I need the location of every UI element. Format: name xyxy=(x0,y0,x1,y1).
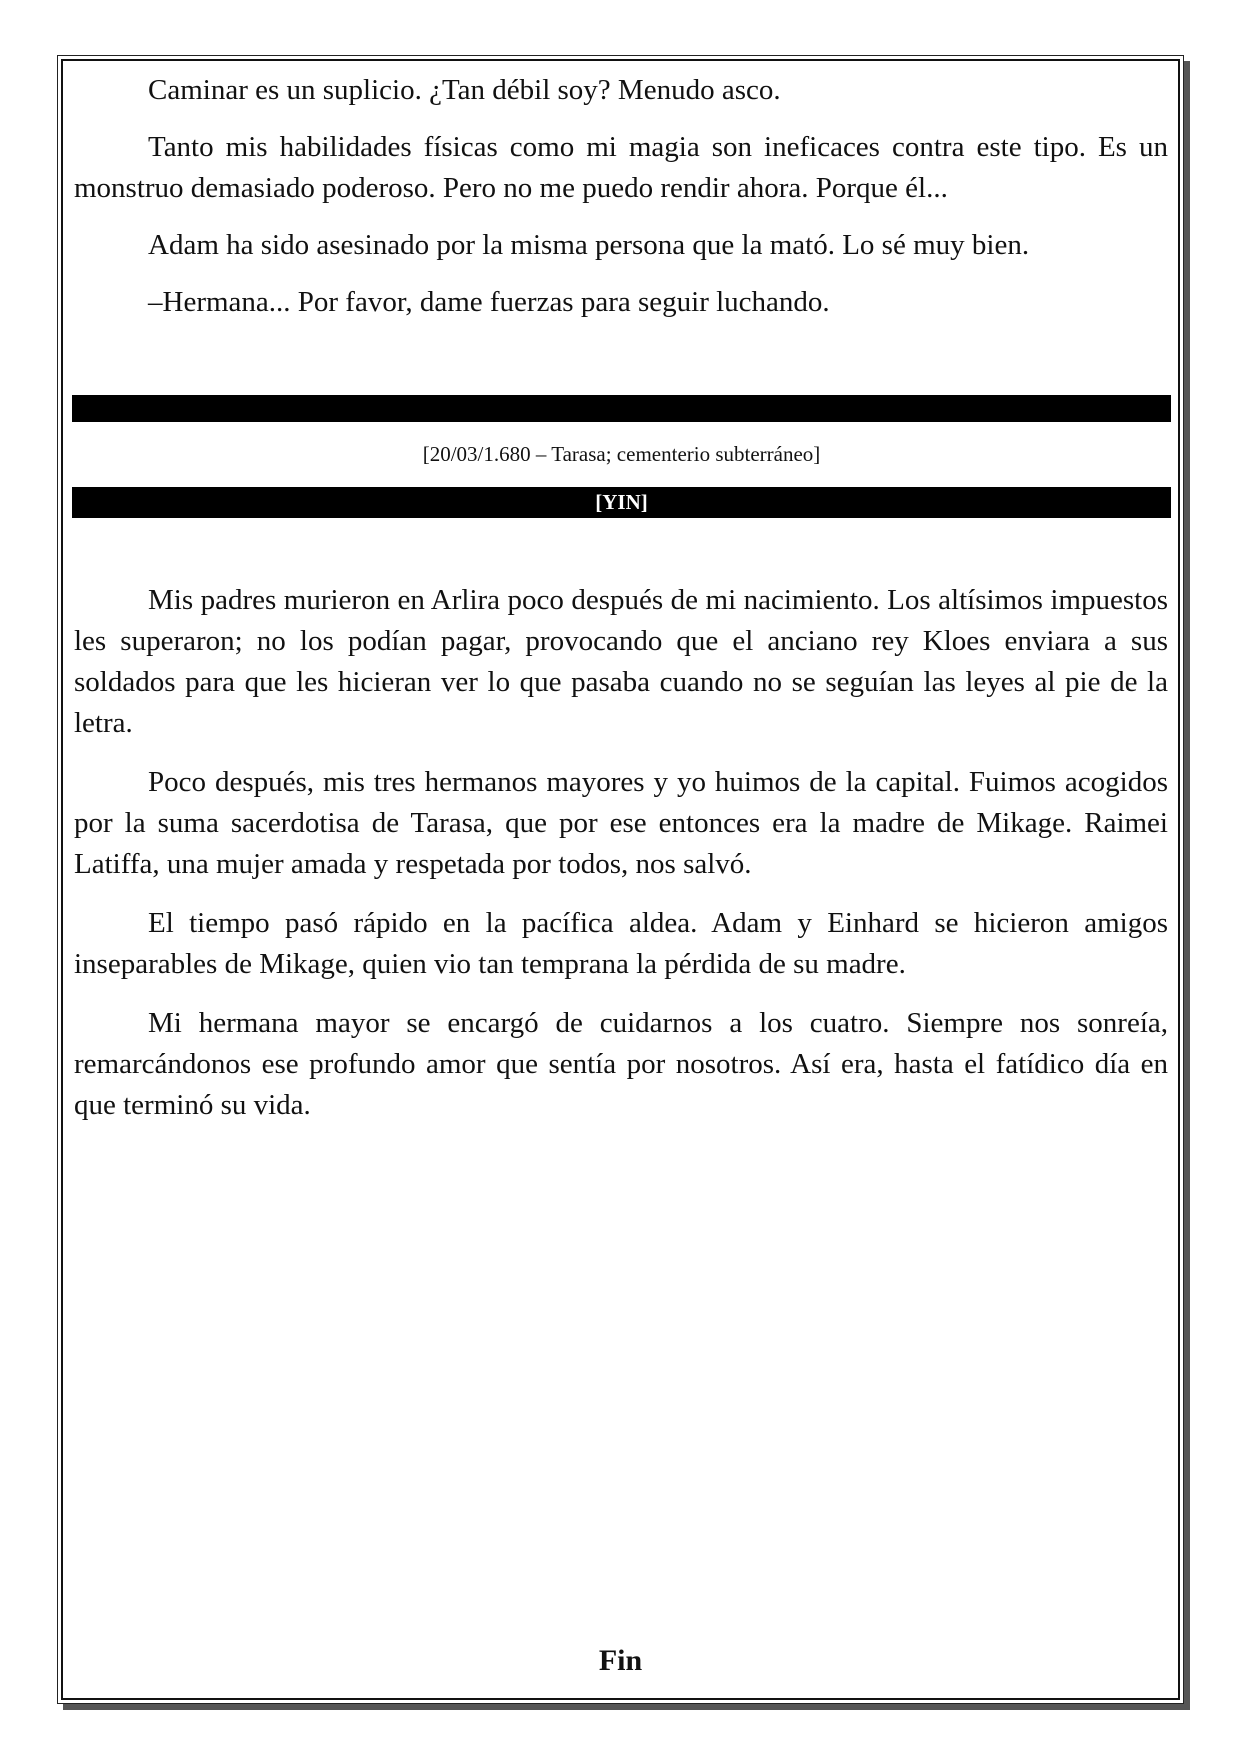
paragraph: Adam ha sido asesinado por la misma persona que la mató. Lo sé muy bien. xyxy=(148,229,1030,261)
section-divider-bar xyxy=(72,395,1171,422)
paragraph: El tiempo pasó rápido en la pacífica aldea. Adam y Einhard se hicieron amigos inseparables de Mikage, quien vio tan temprana la pérdida de su madre. xyxy=(74,907,1168,980)
paragraph: Caminar es un suplicio. ¿Tan débil soy? Menudo asco. xyxy=(148,74,781,106)
scene-heading: [20/03/1.680 – Tarasa; cementerio subterráneo] xyxy=(422,442,821,466)
paragraph: Tanto mis habilidades físicas como mi magia son ineficaces contra este tipo. Es un monstruo demasiado poderoso. Pero no me puedo rendir ahora. Porque él... xyxy=(74,131,1168,204)
paragraph: Poco después, mis tres hermanos mayores y yo huimos de la capital. Fuimos acogidos por la suma sacerdotisa de Tarasa, que por ese entonces era la madre de Mikage. Raimei Latiffa, una mujer amada y respetada por todos, nos salvó. xyxy=(74,766,1168,880)
pov-label-bar: [YIN] xyxy=(72,487,1171,518)
end-label: Fin xyxy=(598,1644,643,1677)
paragraph: Mi hermana mayor se encargó de cuidarnos a los cuatro. Siempre nos sonreía, remarcándonos ese profundo amor que sentía por nosotros. Así era, hasta el fatídico día en que terminó su vida. xyxy=(74,1007,1168,1121)
paragraph: –Hermana... Por favor, dame fuerzas para seguir luchando. xyxy=(148,286,830,318)
paragraph: Mis padres murieron en Arlira poco después de mi nacimiento. Los altísimos impuestos les superaron; no los podían pagar, provocando que el anciano rey Kloes enviara a sus soldados para que les hicieran ver lo que pasaba cuando no se seguían las leyes al pie de la letra. xyxy=(74,584,1168,739)
top-text-section xyxy=(74,70,1168,323)
bottom-text-section xyxy=(74,580,1168,1126)
